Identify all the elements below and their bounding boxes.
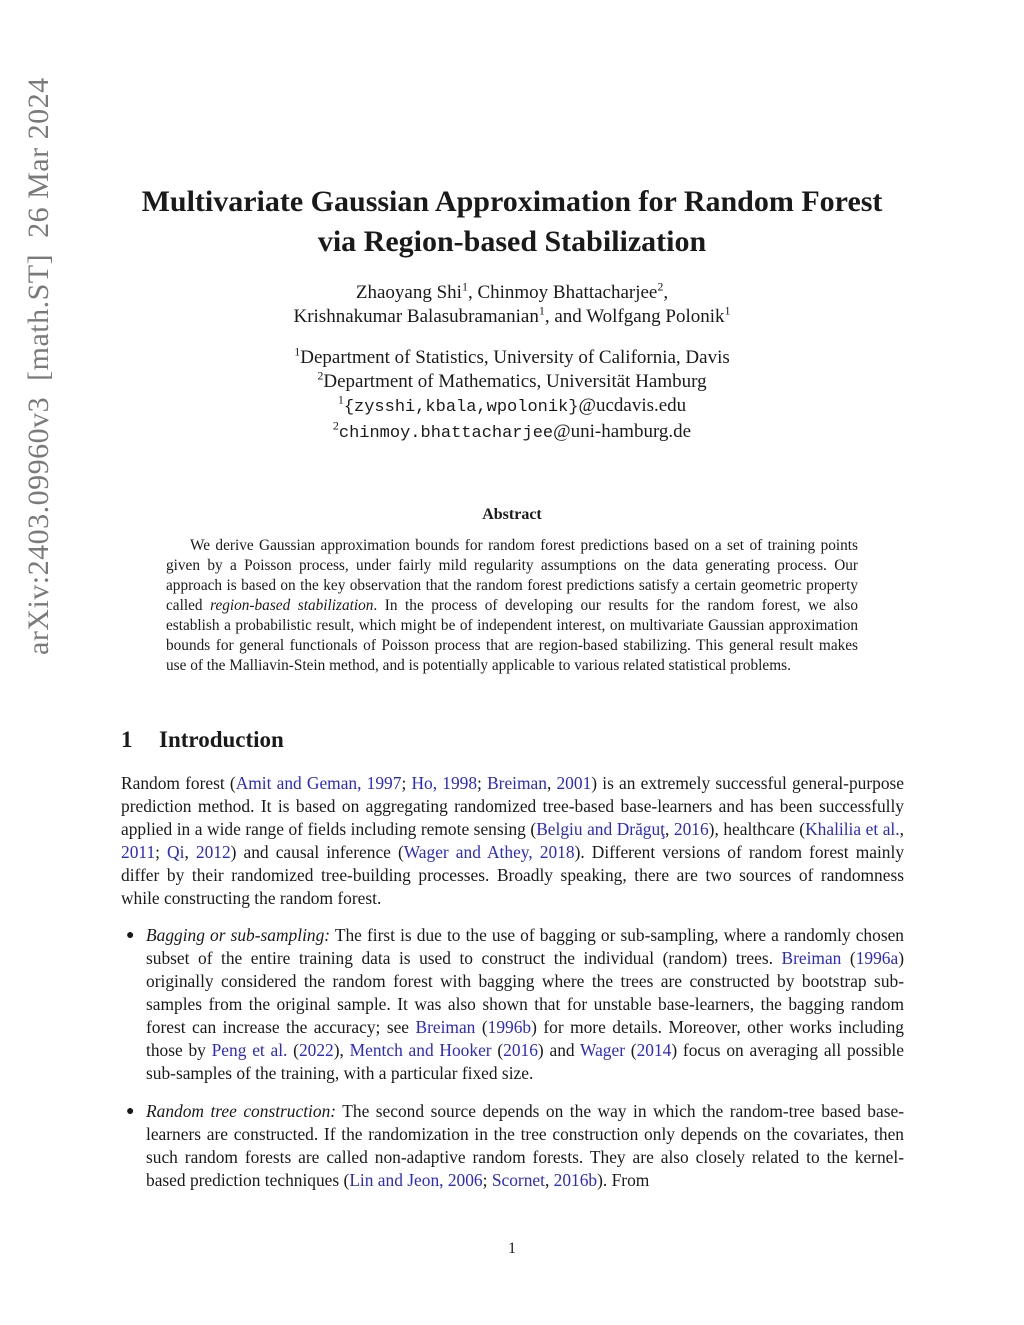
citation-link[interactable]: Ho, 1998 xyxy=(411,773,478,793)
page-number: 1 xyxy=(508,1240,516,1257)
text: ; xyxy=(482,1170,492,1190)
abstract-body xyxy=(166,536,858,676)
author-affil-mark: 1 xyxy=(461,279,468,294)
citation-link[interactable]: Breiman xyxy=(487,773,547,793)
text: ; xyxy=(401,773,412,793)
text: Random forest ( xyxy=(121,773,236,793)
text: ), healthcare ( xyxy=(708,819,806,839)
text: ) is an extremely successful general-purpose prediction method. It is based on aggregating randomized tree-based base-learners and has been successfully applied in a wide range of fields including remote sensing ( xyxy=(121,773,904,839)
citation-link[interactable]: Peng et al. xyxy=(211,1040,288,1060)
text: ( xyxy=(475,1017,488,1037)
author-list xyxy=(100,281,924,329)
abstract-text: . In the process of developing our results for the random forest, we also establish a probabilistic result, which might be of independent interest, on multivariate Gaussian approximation bounds for general functionals of Poisson process that are region-based stabilizing. This general result makes use of the Malliavin-Stein method, and is potentially applicable to various related statistical problems. xyxy=(166,597,858,674)
citation-link[interactable]: 2016 xyxy=(503,1040,538,1060)
citation-link[interactable]: Wager and Athey, 2018 xyxy=(403,842,575,862)
citation-link[interactable]: 2001 xyxy=(556,773,592,793)
text: , xyxy=(184,842,196,862)
bullet-icon: ● xyxy=(126,928,135,943)
arxiv-sidebar-stamp xyxy=(22,77,56,655)
arxiv-date: 26 Mar 2024 xyxy=(22,77,55,238)
abstract-text: We derive Gaussian approximation bounds for random forest predictions based on a set of training points given by a Poisson process, under fairly mild regularity assumptions on the data generating process. Our approach is based on the key observation that the random forest predictions satisfy a certain geometric property called xyxy=(166,537,858,614)
bullet-label: Random tree construction: xyxy=(146,1101,337,1121)
email-2[interactable] xyxy=(100,420,924,446)
text: ; xyxy=(477,773,488,793)
text: ) for more details. Moreover, other works including those by xyxy=(146,1017,904,1060)
email-1[interactable] xyxy=(100,394,924,420)
citation-link[interactable]: Belgiu and Drăguţ xyxy=(536,819,666,839)
email-domain: @uni-hamburg.de xyxy=(553,421,692,442)
email-domain: @ucdavis.edu xyxy=(578,395,687,416)
author-affil-mark: 1 xyxy=(538,303,545,318)
citation-link[interactable]: 1996b xyxy=(487,1017,532,1037)
bullet-label: Bagging or sub-sampling: xyxy=(146,925,331,945)
text: ( xyxy=(625,1040,637,1060)
citation-link[interactable]: 2022 xyxy=(298,1040,334,1060)
author-name: Zhaoyang Shi xyxy=(355,282,462,303)
abstract-emphasis: region-based stabilization xyxy=(210,597,374,614)
title-line-1: Multivariate Gaussian Approximation for Random Forest xyxy=(141,185,883,218)
author-line-1: Zhaoyang Shi$^1$, Chinmoy Bhattacharjee$^2$, xyxy=(355,279,669,303)
intro-paragraph xyxy=(121,772,904,910)
section-heading xyxy=(121,727,284,753)
text: ) and causal inference ( xyxy=(230,842,404,862)
bullet-icon: ● xyxy=(126,1104,135,1119)
email-user: {zysshi,kbala,wpolonik} xyxy=(343,398,579,417)
citation-link[interactable]: 2014 xyxy=(636,1040,672,1060)
email-user: chinmoy.bhattacharjee xyxy=(338,424,554,443)
arxiv-category: [math.ST] xyxy=(22,253,55,381)
title-line-2: via Region-based Stabilization xyxy=(317,225,707,258)
email-mark: 2 xyxy=(332,418,339,433)
text: ) focus on averaging all possible sub-samples of the training, with a particular fixed size. xyxy=(146,1040,904,1083)
text: , xyxy=(665,819,674,839)
email-mark: 1 xyxy=(337,392,344,407)
citation-link[interactable]: 2011 xyxy=(121,842,156,862)
text: The first is due to the use of bagging or sub-sampling, where a randomly chosen subset of the entire training data is used to construct the individual (random) trees. xyxy=(146,925,904,968)
text: ). Different versions of random forest mainly differ by their randomized tree-building processes. Broadly speaking, there are two sources of randomness while constructing the random forest. xyxy=(121,842,905,908)
citation-link[interactable]: Wager xyxy=(580,1040,625,1060)
text: , xyxy=(899,819,904,839)
section-number: 1 xyxy=(121,727,133,752)
bullet-list xyxy=(121,924,904,1192)
paper-title xyxy=(100,182,924,262)
text: ). From xyxy=(597,1170,650,1190)
bullet-item-bagging xyxy=(121,924,904,1085)
citation-link[interactable]: Lin and Jeon, 2006 xyxy=(349,1170,483,1190)
author-name: Chinmoy Bhattacharjee xyxy=(477,282,658,303)
text: ( xyxy=(491,1040,504,1060)
citation-link[interactable]: Scornet xyxy=(491,1170,545,1190)
affiliation-2 xyxy=(100,370,924,394)
affiliations xyxy=(100,346,924,446)
citation-link[interactable]: Amit and Geman, 1997 xyxy=(235,773,402,793)
affil-mark: 2 xyxy=(317,368,324,383)
text: , xyxy=(546,773,557,793)
citation-link[interactable]: 2012 xyxy=(195,842,231,862)
citation-link[interactable]: Mentch and Hooker xyxy=(349,1040,492,1060)
author-affil-mark: 2 xyxy=(657,279,664,294)
citation-link[interactable]: Khalilia et al. xyxy=(805,819,900,839)
author-name: Wolfgang Polonik xyxy=(586,306,725,327)
text: ) originally considered the random forest with bagging where the trees are constructed by bootstrap sub-samples from the original sample. It was also shown that for unstable base-learners, the bagging random forest can increase the accuracy; see xyxy=(146,948,904,1037)
text: , xyxy=(544,1170,554,1190)
affiliation-1 xyxy=(100,346,924,370)
author-conjunction: and xyxy=(554,306,582,327)
section-title: Introduction xyxy=(159,727,284,752)
author-line-2: Krishnakumar Balasubramanian$^1$, and Wolfgang Polonik$^1$ xyxy=(293,303,731,327)
citation-link[interactable]: Breiman xyxy=(781,948,842,968)
text: ), xyxy=(333,1040,350,1060)
arxiv-id: arXiv:2403.09960v3 xyxy=(22,396,55,655)
text: ) and xyxy=(537,1040,581,1060)
affil-text: Department of Statistics, University of California, Davis xyxy=(300,347,730,368)
citation-link[interactable]: 2016 xyxy=(673,819,709,839)
text: ; xyxy=(155,842,168,862)
author-name: Krishnakumar Balasubramanian xyxy=(293,306,539,327)
affil-mark: 1 xyxy=(294,344,301,359)
citation-link[interactable]: Breiman xyxy=(415,1017,476,1037)
affil-text: Department of Mathematics, Universität Hamburg xyxy=(323,371,707,392)
citation-link[interactable]: 2016b xyxy=(553,1170,598,1190)
text: The second source depends on the way in which the random-tree based base-learners are constructed. If the randomization in the tree construction only depends on the covariates, then such random forests are called non-adaptive random forests. They are also closely related to the kernel-based prediction techniques ( xyxy=(146,1101,904,1190)
text: ( xyxy=(841,948,856,968)
abstract-heading: Abstract xyxy=(482,506,542,523)
bullet-item-random-tree xyxy=(121,1100,904,1192)
citation-link[interactable]: 1996a xyxy=(855,948,899,968)
text: ( xyxy=(287,1040,299,1060)
citation-link[interactable]: Qi xyxy=(167,842,185,862)
author-affil-mark: 1 xyxy=(724,303,731,318)
